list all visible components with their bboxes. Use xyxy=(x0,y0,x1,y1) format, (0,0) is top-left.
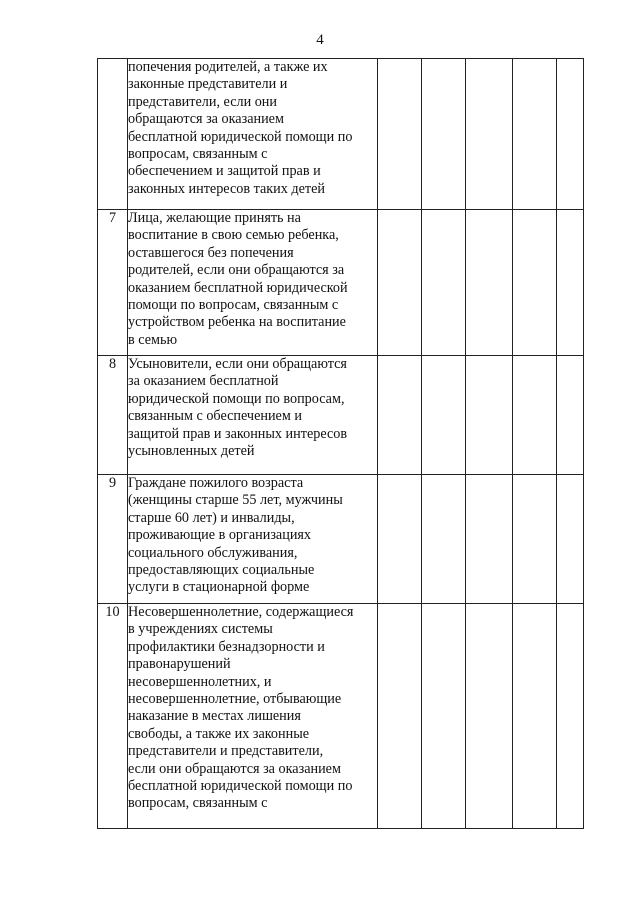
description-line: связанным с обеспечением и xyxy=(128,408,302,425)
beneficiary-table xyxy=(97,58,584,829)
empty-cell xyxy=(557,604,584,829)
category-description xyxy=(128,210,378,356)
description-line: правонарушений xyxy=(128,656,231,673)
category-description xyxy=(128,475,378,604)
empty-cell xyxy=(513,59,557,210)
description-line: юридической помощи по вопросам, xyxy=(128,390,345,407)
empty-cell xyxy=(378,59,422,210)
empty-cell xyxy=(378,475,422,604)
empty-cell xyxy=(378,210,422,356)
description-line: бесплатной юридической помощи по xyxy=(128,128,353,145)
empty-cell xyxy=(513,356,557,475)
empty-cell xyxy=(422,59,466,210)
description-line: предоставляющих социальные xyxy=(128,562,315,579)
description-line: услуги в стационарной форме xyxy=(128,579,310,596)
description-line: усыновленных детей xyxy=(128,443,255,460)
empty-cell xyxy=(513,604,557,829)
description-line: если они обращаются за оказанием xyxy=(128,760,341,777)
description-line: устройством ребенка на воспитание xyxy=(128,314,346,331)
description-line: несовершеннолетних, и xyxy=(128,673,272,690)
empty-cell xyxy=(422,356,466,475)
empty-cell xyxy=(422,604,466,829)
table-row xyxy=(98,210,584,356)
category-description xyxy=(128,356,378,475)
description-line: помощи по вопросам, связанным с xyxy=(128,297,339,314)
empty-cell xyxy=(422,475,466,604)
description-line: защитой прав и законных интересов xyxy=(128,425,348,442)
description-line: оставшегося без попечения xyxy=(128,244,294,261)
category-description xyxy=(128,604,378,829)
description-line: Граждане пожилого возраста xyxy=(128,475,304,491)
empty-cell xyxy=(466,356,513,475)
description-line: родителей, если они обращаются за xyxy=(128,262,345,279)
empty-cell xyxy=(557,356,584,475)
empty-cell xyxy=(557,475,584,604)
category-description xyxy=(128,59,378,210)
description-line: в учреждениях системы xyxy=(128,621,273,638)
empty-cell xyxy=(466,604,513,829)
description-line: попечения родителей, а также их xyxy=(128,59,328,75)
row-number: 10 xyxy=(98,604,128,829)
empty-cell xyxy=(466,59,513,210)
description-line: обращаются за оказанием xyxy=(128,111,284,128)
description-line: социального обслуживания, xyxy=(128,544,298,561)
description-line: представители, если они xyxy=(128,93,277,110)
empty-cell xyxy=(466,210,513,356)
description-line: в семью xyxy=(128,331,178,348)
table-row xyxy=(98,59,584,210)
row-number xyxy=(98,59,128,210)
description-line: Несовершеннолетние, содержащиеся xyxy=(128,604,354,620)
empty-cell xyxy=(378,356,422,475)
empty-cell xyxy=(513,210,557,356)
empty-cell xyxy=(513,475,557,604)
description-line: оказанием бесплатной юридической xyxy=(128,279,348,296)
empty-cell xyxy=(557,59,584,210)
description-line: законные представители и xyxy=(128,76,288,93)
row-number: 7 xyxy=(98,210,128,356)
table-row xyxy=(98,475,584,604)
description-line: проживающие в организациях xyxy=(128,527,312,544)
description-line: Лица, желающие принять на xyxy=(128,210,301,226)
table-row xyxy=(98,604,584,829)
description-line: вопросам, связанным с xyxy=(128,795,268,812)
empty-cell xyxy=(466,475,513,604)
page-number: 4 xyxy=(316,32,324,48)
empty-cell xyxy=(378,604,422,829)
empty-cell xyxy=(557,210,584,356)
description-line: представители и представители, xyxy=(128,743,324,760)
empty-cell xyxy=(422,210,466,356)
row-number: 9 xyxy=(98,475,128,604)
table-row xyxy=(98,356,584,475)
description-line: вопросам, связанным с xyxy=(128,146,268,163)
description-line: Усыновители, если они обращаются xyxy=(128,356,347,372)
description-line: бесплатной юридической помощи по xyxy=(128,778,353,795)
description-line: несовершеннолетние, отбывающие xyxy=(128,691,342,708)
description-line: старше 60 лет) и инвалиды, xyxy=(128,509,295,526)
row-number: 8 xyxy=(98,356,128,475)
description-line: свободы, а также их законные xyxy=(128,725,310,742)
description-line: за оказанием бесплатной xyxy=(128,373,279,390)
description-line: обеспечением и защитой прав и xyxy=(128,163,321,180)
description-line: профилактики безнадзорности и xyxy=(128,638,325,655)
description-line: (женщины старше 55 лет, мужчины xyxy=(128,492,343,509)
description-line: наказание в местах лишения xyxy=(128,708,301,725)
description-line: законных интересов таких детей xyxy=(128,180,325,197)
description-line: воспитание в свою семью ребенка, xyxy=(128,227,339,244)
